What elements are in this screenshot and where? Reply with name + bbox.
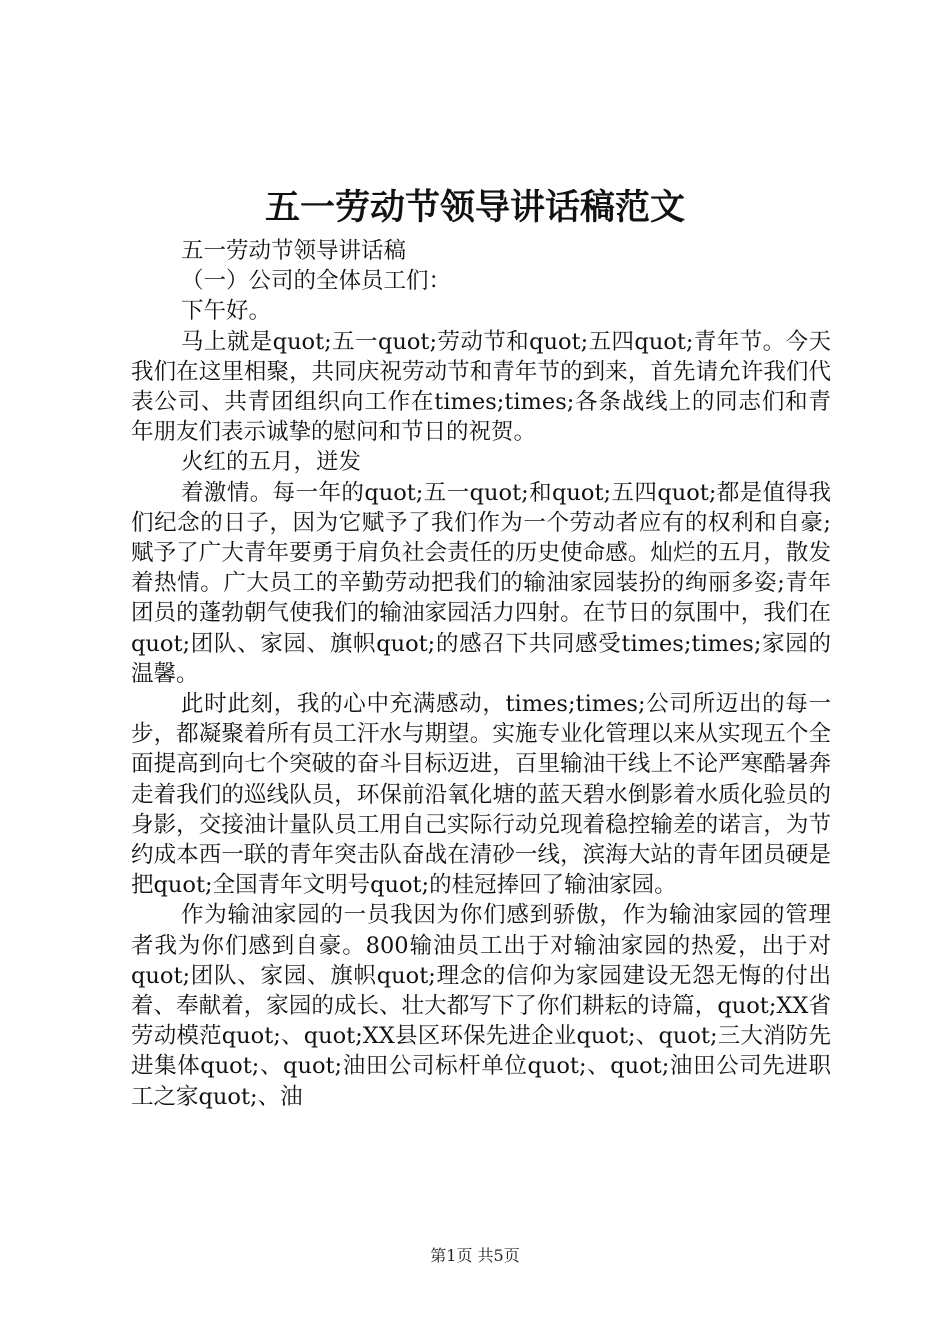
paragraph-body: 作为输油家园的一员我因为你们感到骄傲，作为输油家园的管理者我为你们感到自豪。800输油员工出于对输油家园的热爱，出于对quot;团队、家园、旗帜quot;理念的信仰为家园建设无怨无悔的付出着、奉献着，家园的成长、壮大都写下了你们耕耘的诗篇，quot;XX省劳动模范quot;、quot;XX县区环保先进企业quot;、quot;三大消防先进集体quot;、quot;油田公司标杆单位quot;、quot;油田公司先进职工之家quot;、油: [131, 902, 831, 1110]
paragraph-body: 此时此刻，我的心中充满感动，times;times;公司所迈出的每一步，都凝聚着所有员工汗水与期望。实施专业化管理以来从实现五个全面提高到向七个突破的奋斗目标迈进，百里输油干线上不论严寒酷暑奔走着我们的巡线队员，环保前沿氧化塘的蓝天碧水倒影着水质化验员的身影，交接油计量队员工用自己实际行动兑现着稳控输差的诺言，为节约成本西一联的青年突击队奋战在清砂一线，滨海大站的青年团员硬是把quot;全国青年文明号quot;的桂冠捧回了输油家园。: [131, 691, 831, 899]
document-body: [131, 236, 831, 1112]
paragraph-salutation: （一）公司的全体员工们：: [181, 268, 452, 295]
document-title: 五一劳动节领导讲话稿范文: [264, 187, 685, 228]
paragraph-body: 火红的五月，迸发: [181, 449, 362, 476]
page-footer: 第1页 共5页: [430, 1246, 520, 1265]
paragraph-subtitle: 五一劳动节领导讲话稿: [181, 238, 407, 264]
paragraph-body: 着激情。每一年的quot;五一quot;和quot;五四quot;都是值得我们纪念的日子，因为它赋予了我们作为一个劳动者应有的权利和自豪;赋予了广大青年要勇于肩负社会责任的历史使命感。灿烂的五月，散发着热情。广大员工的辛勤劳动把我们的输油家园装扮的绚丽多姿;青年团员的蓬勃朝气使我们的输油家园活力四射。在节日的氛围中，我们在quot;团队、家园、旗帜quot;的感召下共同感受times;times;家园的温馨。: [131, 479, 831, 687]
paragraph-greeting: 下午好。: [181, 298, 272, 325]
paragraph-body: 马上就是quot;五一quot;劳动节和quot;五四quot;青年节。今天我们在这里相聚，共同庆祝劳动节和青年节的到来，首先请允许我们代表公司、共青团组织向工作在times;times;各条战线上的同志们和青年朋友们表示诚挚的慰问和节日的祝贺。: [131, 328, 831, 446]
